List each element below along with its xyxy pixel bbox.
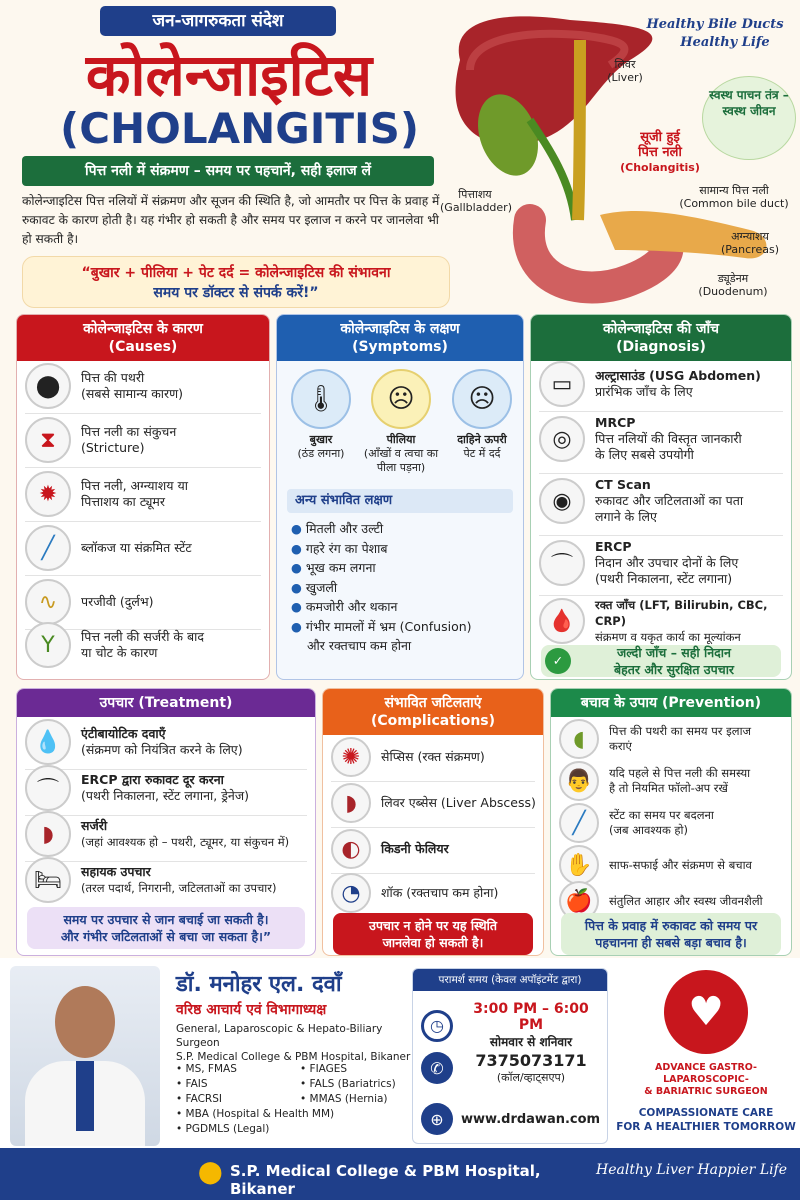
doctor-affiliation: General, Laparoscopic & Hepato-Biliary Surgeon S.P. Medical College & PBM Hospital, Bikaner <box>176 1023 411 1063</box>
warning-box <box>22 256 450 308</box>
phone-row[interactable]: ✆ 7375073171 (कॉल/व्हाट्सएप) <box>421 1051 601 1085</box>
list-item: • FIAGES <box>300 1063 348 1075</box>
treatment-item: ⌒ ERCP द्वारा रुकावट दूर करना (पथरी निकालना, स्टेंट लगाना, ड्रेनेज) <box>25 765 309 811</box>
list-item: • FALS (Bariatrics) <box>300 1078 396 1090</box>
abdominal-pain-icon: ☹ <box>452 369 512 429</box>
shock-icon: ◔ <box>331 873 371 913</box>
diagnosis-card <box>530 314 792 680</box>
footer-bar <box>0 1148 800 1200</box>
complications-footer: उपचार न होने पर यह स्थिति जानलेवा हो सकती है। <box>333 913 533 955</box>
fever-icon: 🌡 <box>291 369 351 429</box>
list-item: ● गंभीर मामलों में भ्रम (Confusion) <box>291 618 472 634</box>
diagnosis-item: ◉ CT Scan रुकावट और जटिलताओं का पता लगाने के लिए <box>539 477 785 525</box>
stent-icon: ╱ <box>559 803 599 843</box>
gallbladder-label: पित्ताशय (Gallbladder) <box>440 188 512 214</box>
diagnosis-item: 🩸 रक्त जाँच (LFT, Bilirubin, CBC, CRP) संक्रमण व यकृत कार्य का मूल्यांकन <box>539 597 785 645</box>
causes-header: कोलेन्जाइटिस के कारण (Causes) <box>17 315 269 361</box>
complication-item: ◔ शॉक (रक्तचाप कम होना) <box>331 873 537 913</box>
prevention-item: ✋ साफ-सफाई और संक्रमण से बचाव <box>559 845 785 885</box>
ercp-scope-icon: ⌒ <box>25 765 71 811</box>
list-item: • MMAS (Hernia) <box>300 1093 388 1105</box>
page-title: कोलेन्जाइटिस <box>85 41 373 109</box>
symptom-fever: 🌡 बुखार (ठंड लगना) <box>283 369 359 461</box>
phone-icon: ✆ <box>421 1052 453 1084</box>
cause-item: ⧗ पित्त नली का संकुचन (Stricture) <box>25 417 263 463</box>
list-item: • FAIS <box>176 1078 208 1090</box>
pancreas-label: अग्न्याशय (Pancreas) <box>720 230 779 256</box>
slogan-line-2: Healthy Life <box>680 35 770 50</box>
ct-scanner-icon: ◉ <box>539 478 585 524</box>
treatment-item: 🛏 सहायक उपचार (तरल पदार्थ, निगरानी, जटिलताओं का उपचार) <box>25 857 309 903</box>
blood-test-icon: 🩸 <box>539 598 585 644</box>
page-title-english: (CHOLANGITIS) <box>60 104 420 153</box>
gallstones-icon: ⬤ <box>25 363 71 409</box>
warning-line-1: “बुखार + पीलिया + पेट दर्द = कोलेन्जाइटिस की संभावना <box>81 265 391 281</box>
prevention-item: 🍎 संतुलित आहार और स्वस्थ जीवनशैली <box>559 881 785 921</box>
healthy-food-icon: 🍎 <box>559 881 599 921</box>
complication-item: ✺ सेप्सिस (रक्त संक्रमण) <box>331 737 537 777</box>
phone-number[interactable]: 7375073171 <box>475 1051 587 1070</box>
qualifications-right <box>300 1062 410 1107</box>
diagnosis-header: कोलेन्जाइटिस की जाँच (Diagnosis) <box>531 315 791 361</box>
contact-box <box>412 968 608 1144</box>
diagnosis-footer: ✓ जल्दी जाँच – सही निदान बेहतर और सुरक्षित उपचार <box>541 645 781 677</box>
treatment-card <box>16 688 316 956</box>
symptom-pain: ☹ दाहिने ऊपरी पेट में दर्द <box>443 369 521 461</box>
cause-item: ∿ परजीवी (दुर्लभ) <box>25 579 263 625</box>
list-item: ● मितली और उल्टी <box>291 521 384 536</box>
liver-icon: ◗ <box>25 811 71 857</box>
diagnosis-item: ▭ अल्ट्रासाउंड (USG Abdomen) प्रारंभिक जाँच के लिए <box>539 361 785 407</box>
surgery-duct-icon: Y <box>25 622 71 668</box>
treatment-footer: समय पर उपचार से जान बचाई जा सकती है। और गंभीर जटिलताओं से बचा जा सकता है।” <box>27 907 305 949</box>
causes-card <box>16 314 270 680</box>
list-item: • MS, FMAS <box>176 1063 237 1075</box>
mri-scanner-icon: ◎ <box>539 416 585 462</box>
stent-icon: ╱ <box>25 525 71 571</box>
sepsis-icon: ✺ <box>331 737 371 777</box>
doctor-role: वरिष्ठ आचार्य एवं विभागाध्यक्ष <box>176 1002 327 1018</box>
cbd-label: सामान्य पित्त नली (Common bile duct) <box>679 184 789 210</box>
cause-item: Y पित्त नली की सर्जरी के बाद या चोट के कारण <box>25 615 263 675</box>
diagnosis-item: ◎ MRCP पित्त नलियों की विस्तृत जानकारी के लिए सबसे उपयोगी <box>539 415 785 463</box>
jaundice-icon: ☹ <box>371 369 431 429</box>
clock-icon: ◷ <box>421 1010 453 1042</box>
handwash-icon: ✋ <box>559 845 599 885</box>
slogan-line-1: Healthy Bile Ducts <box>646 17 784 32</box>
treatment-item: 💧 एंटीबायोटिक दवाएँ (संक्रमण को नियंत्रित करने के लिए) <box>25 719 309 765</box>
diagnosis-item: ⌒ ERCP निदान और उपचार दोनों के लिए (पथरी निकालना, स्टेंट लगाना) <box>539 539 785 587</box>
other-symptoms-list <box>291 519 517 656</box>
globe-icon: ⊕ <box>421 1103 453 1135</box>
location-pin-icon: ⬤ <box>198 1160 223 1185</box>
list-item: ● खुजली <box>291 579 338 595</box>
cause-item: ✹ पित्त नली, अग्न्याशय या पित्ताशय का ट्यूमर <box>25 471 263 517</box>
website-row[interactable] <box>421 1103 601 1135</box>
prevention-footer: पित्त के प्रवाह में रुकावट को समय पर पहचानना ही सबसे बड़ा बचाव है। <box>561 913 781 955</box>
cause-item: ╱ ब्लॉकज या संक्रमित स्टेंट <box>25 525 263 571</box>
footer-address: S.P. Medical College & PBM Hospital, Bikaner <box>230 1162 541 1198</box>
doctor-name: डॉ. मनोहर एल. दवाँ <box>176 972 342 997</box>
symptoms-header: कोलेन्जाइटिस के लक्षण (Symptoms) <box>277 315 523 361</box>
prevention-card <box>550 688 792 956</box>
footer-slogan: Healthy Liver Happier Life <box>596 1162 788 1178</box>
doctor-icon: 👨 <box>559 761 599 801</box>
iv-drip-icon: 💧 <box>25 719 71 765</box>
ultrasound-icon: ▭ <box>539 361 585 407</box>
swollen-duct-label: सूजी हुई पित्त नली (Cholangitis) <box>620 130 700 174</box>
prevention-item: 👨 यदि पहले से पित्त नली की समस्या है तो नियमित फॉलो-अप रखें <box>559 761 785 801</box>
other-symptoms-title: अन्य संभावित लक्षण <box>287 489 513 513</box>
website-link[interactable]: www.drdawan.com <box>461 1111 601 1127</box>
healthy-digestion-badge: स्वस्थ पाचन तंत्र – स्वस्थ जीवन <box>702 76 796 160</box>
cause-item: ⬤ पित्त की पथरी (सबसे सामान्य कारण) <box>25 363 263 409</box>
list-item: और रक्तचाप कम होना <box>307 638 412 653</box>
anatomy-illustration <box>440 0 800 310</box>
hospital-bed-icon: 🛏 <box>25 857 71 903</box>
complications-card <box>322 688 544 956</box>
list-item: • MBA (Hospital & Health MM) <box>176 1108 335 1120</box>
list-item: • PGDMLS (Legal) <box>176 1123 270 1135</box>
surgeon-logo: ♥ ADVANCE GASTRO-LAPAROSCOPIC- & BARIATRIC SURGEON COMPASSIONATE CARE FOR A HEALTHIER TOMORROW <box>616 964 796 1144</box>
duodenum-label: ड्यूडेनम (Duodenum) <box>698 272 768 298</box>
prevention-item: ◖ पित्त की पथरी का समय पर इलाज कराएं <box>559 719 785 759</box>
kidney-icon: ◐ <box>331 829 371 869</box>
parasite-icon: ∿ <box>25 579 71 625</box>
check-icon: ✓ <box>545 648 571 674</box>
complication-item: ◐ किडनी फेलियर <box>331 829 537 869</box>
list-item: • FACRSI <box>176 1093 222 1105</box>
intro-text: कोलेन्जाइटिस पित्त नलियों में संक्रमण और सूजन की स्थिति है, जो आमतौर पर पित्त के प्रवाह में रुकावट के कारण होती है। यह गंभीर हो सकती है और समय पर इलाज न करने पर जानलेवा भी हो सकती है। <box>22 194 440 246</box>
prevention-header: बचाव के उपाय (Prevention) <box>551 689 791 717</box>
tumor-icon: ✹ <box>25 471 71 517</box>
stricture-icon: ⧗ <box>25 417 71 463</box>
list-item: ● कमजोरी और थकान <box>291 599 398 614</box>
prevention-item: ╱ स्टेंट का समय पर बदलना (जब आवश्यक हो) <box>559 803 785 843</box>
warning-line-2: समय पर डॉक्टर से संपर्क करें!” <box>153 285 319 301</box>
consult-time: ◷ 3:00 PM – 6:00 PM सोमवार से शनिवार <box>421 1001 601 1050</box>
list-item: ● गहरे रंग का पेशाब <box>291 540 388 556</box>
symptom-jaundice: ☹ पीलिया (आँखों व त्वचा का पीला पड़ना) <box>361 369 441 475</box>
gallbladder-icon: ◖ <box>559 719 599 759</box>
list-item: ● भूख कम लगना <box>291 560 376 575</box>
treatment-header: उपचार (Treatment) <box>17 689 315 717</box>
consult-header: परामर्श समय (केवल अपॉइंटमेंट द्वारा) <box>413 969 607 991</box>
doctor-section <box>0 958 800 1148</box>
stomach-logo-icon: ♥ <box>664 970 748 1054</box>
symptoms-card <box>276 314 524 680</box>
tagline: पित्त नली में संक्रमण – समय पर पहचानें, सही इलाज लें <box>22 156 434 186</box>
complication-item: ◗ लिवर एब्सेस (Liver Abscess) <box>331 783 537 823</box>
endoscope-icon: ⌒ <box>539 540 585 586</box>
liver-label: लिवर (Liver) <box>607 58 643 84</box>
treatment-item: ◗ सर्जरी (जहां आवश्यक हो – पथरी, ट्यूमर, या संकुचन में) <box>25 811 309 857</box>
doctor-photo <box>10 966 160 1146</box>
liver-abscess-icon: ◗ <box>331 783 371 823</box>
complications-header: संभावित जटिलताएं (Complications) <box>323 689 543 735</box>
awareness-banner: जन-जागरुकता संदेश <box>100 6 336 36</box>
